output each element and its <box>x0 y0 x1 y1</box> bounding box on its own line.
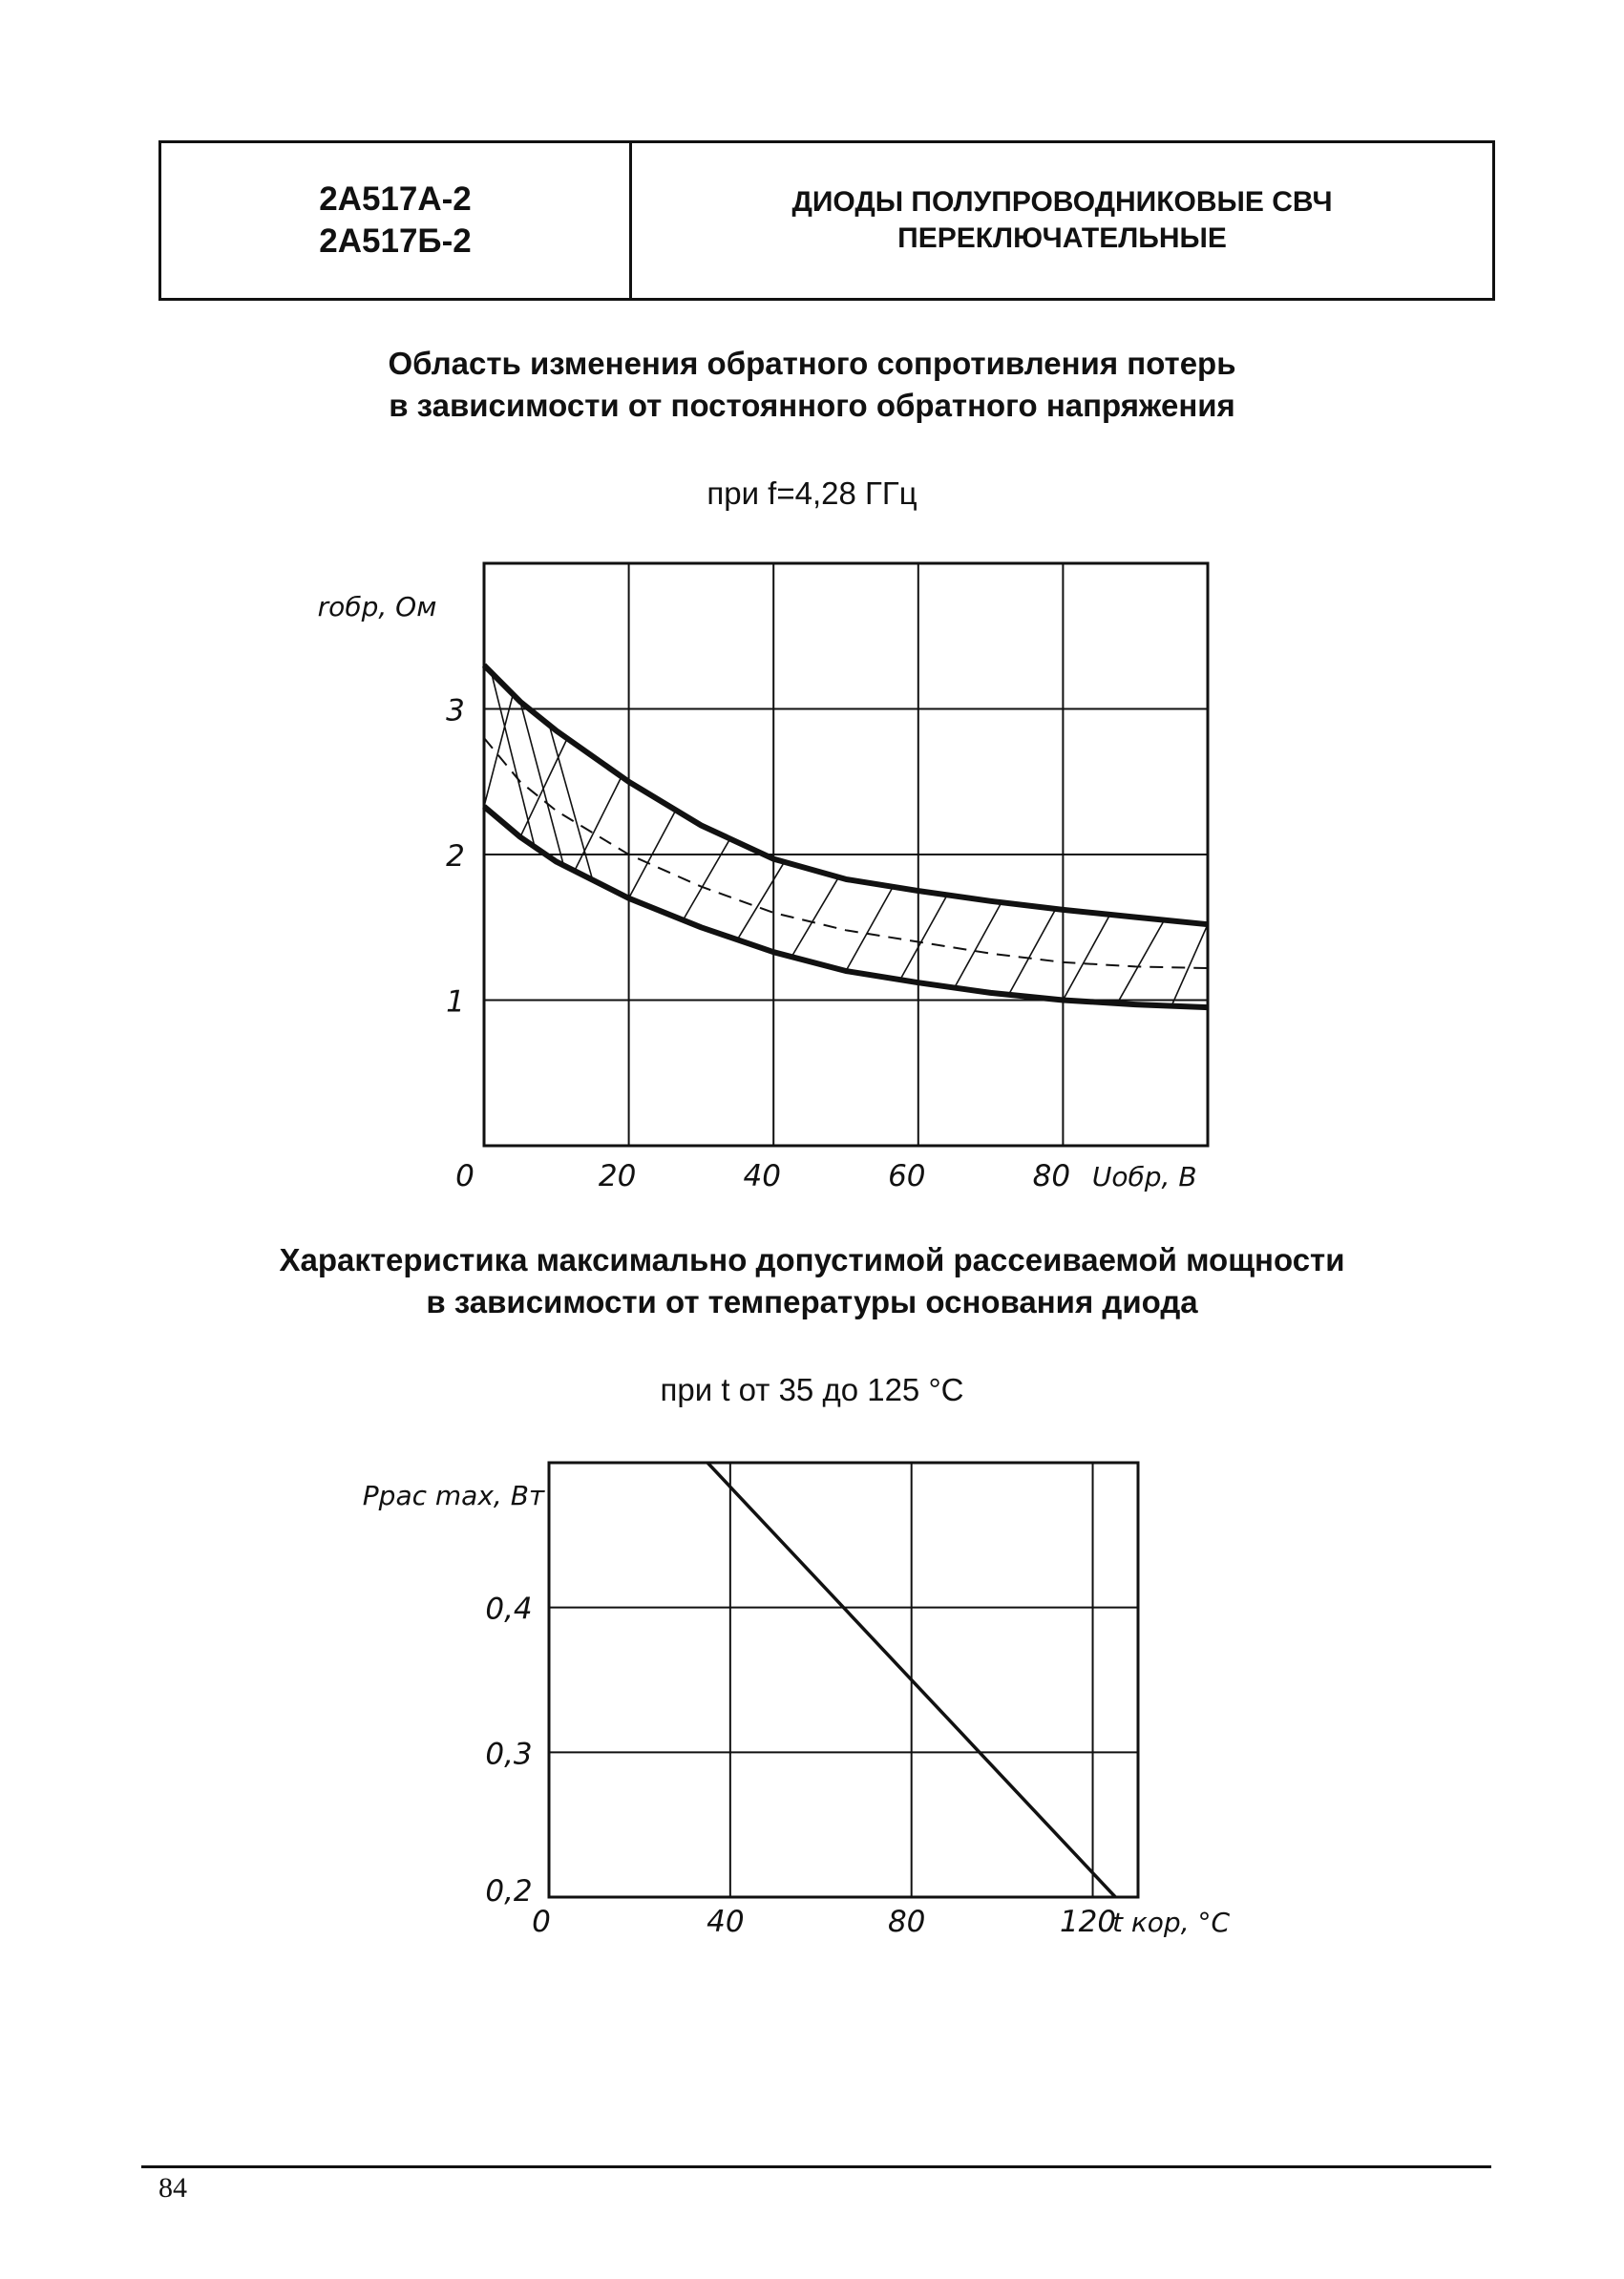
chart1-hatch-line <box>1117 920 1164 1003</box>
resistance-chart <box>0 535 1624 1203</box>
chart1-xtick-label: 0 <box>455 1159 475 1193</box>
chart1-xlabel: Uобр, В <box>1091 1161 1197 1192</box>
chart1-hatch-line <box>900 895 947 980</box>
chart2-xtick-label: 80 <box>887 1905 926 1939</box>
chart1-hatch-line <box>1009 909 1056 995</box>
chart1-xtick-label: 60 <box>888 1159 926 1193</box>
chart1-ytick-label: 3 <box>446 693 465 728</box>
chart2-xtick-label: 40 <box>707 1905 745 1939</box>
chart1-xtick-label: 80 <box>1032 1159 1071 1193</box>
chart2-xlabel: t кор, °С <box>1112 1907 1231 1938</box>
chart1-hatch-line <box>791 877 838 957</box>
chart1-hatch-line <box>846 887 893 971</box>
chart1-xtick-label: 20 <box>598 1159 637 1193</box>
chart2-ylabel: Pрас max, Вт <box>362 1480 545 1511</box>
footer-rule <box>141 2165 1491 2168</box>
chart2-ytick-label: 0,2 <box>485 1874 533 1909</box>
device-code-1: 2А517А-2 <box>319 180 472 218</box>
chart2-ytick-label: 0,3 <box>485 1737 533 1772</box>
chart2-title <box>0 1239 1624 1323</box>
device-codes <box>161 143 632 298</box>
chart1-title <box>0 343 1624 427</box>
chart2-title-line-2: в зависимости от температуры основания диода <box>426 1284 1198 1319</box>
chart1-hatch-line <box>1171 924 1208 1005</box>
document-title <box>632 143 1492 298</box>
page-number: 84 <box>158 2172 187 2204</box>
document-title-line-1: ДИОДЫ ПОЛУПРОВОДНИКОВЫЕ СВЧ <box>791 186 1333 218</box>
chart2-xtick-label: 0 <box>532 1905 551 1939</box>
device-code-2: 2А517Б-2 <box>319 222 472 260</box>
document-title-line-2: ПЕРЕКЛЮЧАТЕЛЬНЫЕ <box>897 222 1227 254</box>
chart2-ytick-label: 0,4 <box>485 1592 533 1627</box>
chart2-condition: при t от 35 до 125 °С <box>660 1372 964 1407</box>
header-table <box>158 140 1495 301</box>
chart1-series-lower <box>484 807 1208 1007</box>
chart1-ytick-label: 2 <box>446 839 465 874</box>
chart1-hatch-line <box>1063 915 1109 1001</box>
chart1-xtick-label: 40 <box>743 1159 781 1193</box>
chart1-series-upper <box>484 665 1208 924</box>
chart1-hatch-line <box>484 694 513 806</box>
chart1-hatch-line <box>955 902 1002 987</box>
chart1-ytick-label: 1 <box>446 984 465 1020</box>
chart1-hatch-line <box>737 862 784 939</box>
chart1-hatch-line <box>575 776 622 871</box>
chart2-title-line-1: Характеристика максимально допустимой рассеиваемой мощности <box>279 1242 1345 1277</box>
chart2-frame <box>549 1463 1138 1897</box>
chart2-xtick-label: 120 <box>1059 1905 1117 1939</box>
chart1-title-line-2: в зависимости от постоянного обратного напряжения <box>389 388 1235 423</box>
chart1-ylabel: rобр, Ом <box>317 591 437 623</box>
chart1-condition: при f=4,28 ГГц <box>707 475 917 511</box>
chart1-title-line-1: Область изменения обратного сопротивления потерь <box>388 346 1236 381</box>
chart1-hatch-line <box>683 839 729 920</box>
power-chart <box>0 1432 1624 1967</box>
